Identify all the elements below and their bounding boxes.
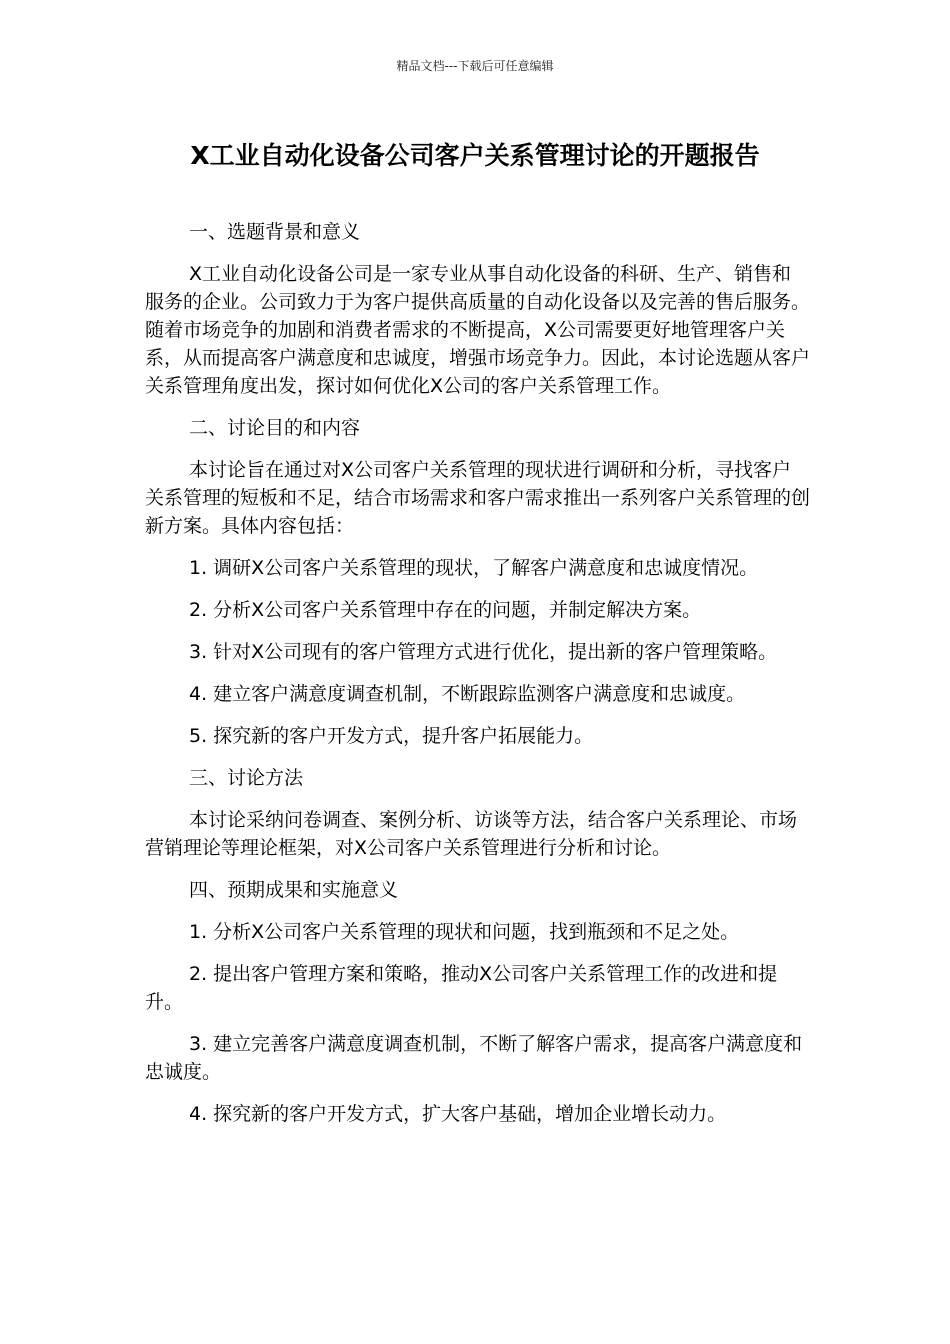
document-title: X工业自动化设备公司客户关系管理讨论的开题报告 (190, 141, 760, 170)
list-item: 2. 提出客户管理方案和策略，推动X公司客户关系管理工作的改进和提升。 (145, 963, 778, 1013)
list-item: 2. 分析X公司客户关系管理中存在的问题，并制定解决方案。 (189, 599, 702, 621)
section-heading: 一、选题背景和意义 (189, 221, 361, 243)
body-paragraph: 本讨论采纳问卷调查、案例分析、访谈等方法，结合客户关系理论、市场营销理论等理论框架，对X公司客户关系管理进行分析和讨论。 (145, 809, 798, 859)
list-item: 4. 探究新的客户开发方式，扩大客户基础，增加企业增长动力。 (189, 1103, 727, 1125)
list-item: 4. 建立客户满意度调查机制，不断跟踪监测客户满意度和忠诚度。 (189, 683, 746, 705)
header-note: 精品文档---下载后可任意编辑 (396, 59, 554, 73)
list-item: 5. 探究新的客户开发方式，提升客户拓展能力。 (189, 725, 594, 747)
section-heading: 四、预期成果和实施意义 (189, 879, 399, 901)
body-paragraph: 本讨论旨在通过对X公司客户关系管理的现状进行调研和分析，寻找客户关系管理的短板和不足，结合市场需求和客户需求推出一系列客户关系管理的创新方案。具体内容包括： (145, 459, 811, 537)
document-body (145, 218, 810, 1142)
list-item: 1. 调研X公司客户关系管理的现状，了解客户满意度和忠诚度情况。 (189, 557, 759, 579)
list-item: 3. 针对X公司现有的客户管理方式进行优化，提出新的客户管理策略。 (189, 641, 778, 663)
list-item: 1. 分析X公司客户关系管理的现状和问题，找到瓶颈和不足之处。 (189, 921, 740, 943)
body-paragraph: X工业自动化设备公司是一家专业从事自动化设备的科研、生产、销售和服务的企业。公司致力于为客户提供高质量的自动化设备以及完善的售后服务。随着市场竞争的加剧和消费者需求的不断提高，X公司需要更好地管理客户关系，从而提高客户满意度和忠诚度，增强市场竞争力。因此，本讨论选题从客户关系管理角度出发，探讨如何优化X公司的客户关系管理工作。 (145, 263, 811, 397)
section-heading: 三、讨论方法 (189, 767, 304, 789)
list-item: 3. 建立完善客户满意度调查机制，不断了解客户需求，提高客户满意度和忠诚度。 (145, 1033, 803, 1083)
section-heading: 二、讨论目的和内容 (189, 417, 361, 439)
